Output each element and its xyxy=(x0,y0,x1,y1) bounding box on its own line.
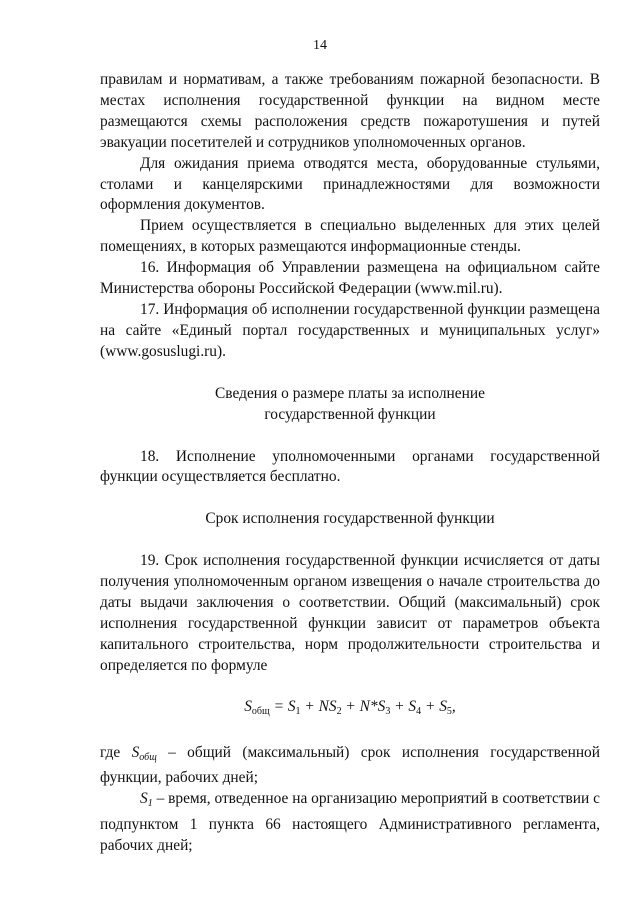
paragraph-item-16: 16. Информация об Управлении размещена на официальном сайте Министерства обороны Российской Федерации (www.mil.ru). xyxy=(100,259,600,298)
paragraph-reception-rooms: Прием осуществляется в специально выделенных для этих целей помещениях, в которых размещаются информационные стенды. xyxy=(100,217,600,256)
paragraph-item-19: 19. Срок исполнения государственной функции исчисляется от даты получения уполномоченным органом извещения о начале строительства до даты выдачи заключения о соответствии. Общий (максимальный) срок исполнения государственной функции зависит от параметров объекта капитального строительства, норм продолжительности строительства и определяется по формуле xyxy=(100,552,600,674)
paragraph-fire-safety: правилам и нормативам, а также требованиям пожарной безопасности. В местах исполнения государственной функции на видном месте размещаются схемы расположения средств пожаротушения и путей эвакуации посетителей и сотрудников уполномоченных органов. xyxy=(100,71,600,151)
page-number: 14 xyxy=(313,38,327,53)
paragraph-s1-definition: $S_1$ – время, отведенное на организацию мероприятий в соответствии с подпунктом 1 пункта 66 настоящего Административного регламента, рабочих дней; xyxy=(100,790,600,855)
paragraph-where-total: где $S_{общ}$ – общий (максимальный) срок исполнения государственной функции, рабочих дней; xyxy=(100,743,600,787)
paragraph-item-17: 17. Информация об исполнении государственной функции размещена на сайте «Единый портал государственных и муниципальных услуг» (www.gosuslugi.ru). xyxy=(100,300,600,360)
heading-fee-info-line2: государственной функции xyxy=(264,405,436,423)
paragraph-waiting-area: Для ожидания приема отводятся места, оборудованные стульями, столами и канцелярскими принадлежностями для возможности оформления документов. xyxy=(100,154,600,214)
heading-execution-term: Срок исполнения государственной функции xyxy=(205,510,495,528)
paragraph-item-18: 18. Исполнение уполномоченными органами государственной функции осуществляется бесплатно. xyxy=(100,447,600,486)
heading-fee-info-line1: Сведения о размере платы за исполнение xyxy=(215,384,485,402)
formula: $S_{общ} = S_1 + NS_2 + N*S_3 + S_4 + S_5$, xyxy=(244,697,456,717)
document-body xyxy=(100,70,600,857)
